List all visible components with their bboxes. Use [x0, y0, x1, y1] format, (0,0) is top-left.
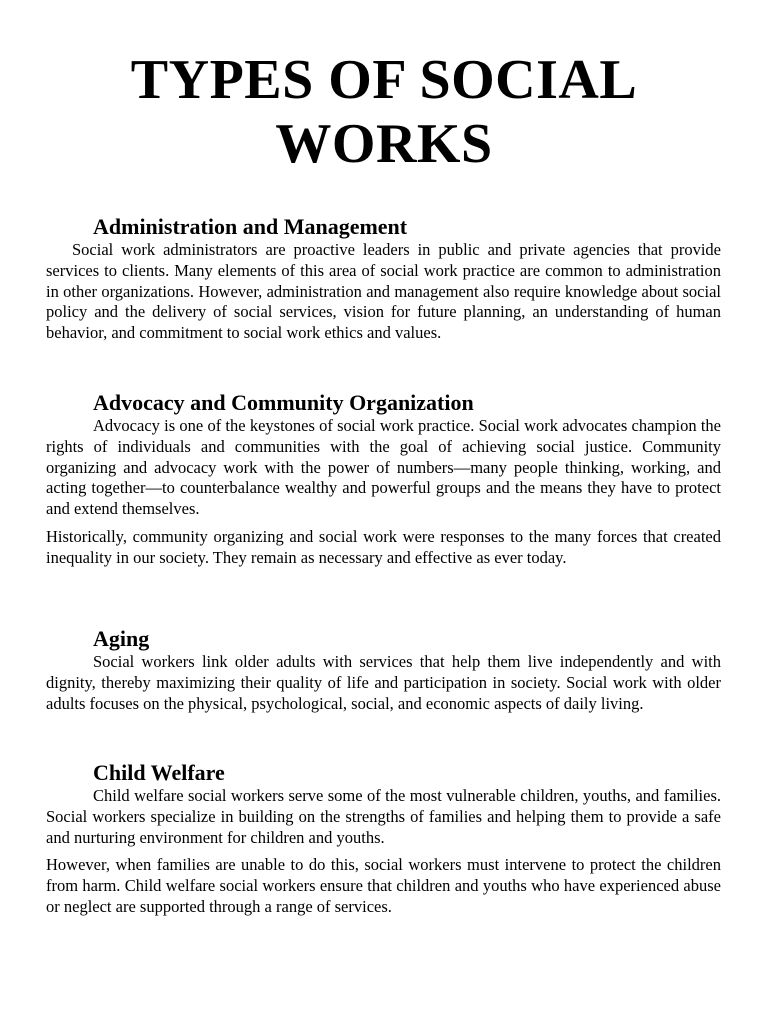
section-heading: Child Welfare — [93, 760, 225, 785]
section-paragraph: Advocacy is one of the keystones of social work practice. Social work advocates champion the rights of individuals and communities with the goal of achieving social justice. Community organizing and advocacy work with the power of numbers—many people thinking, working, and acting together—to counterbalance wealthy and powerful groups and the means they have to protect and extend themselves. — [46, 416, 721, 519]
section-advocacy-and-community-organization — [46, 390, 721, 569]
section-heading: Aging — [93, 626, 150, 651]
section-paragraph: However, when families are unable to do this, social workers must intervene to protect the children from harm. Child welfare social workers ensure that children and youths who have experienced abuse or neglect are supported through a range of services. — [46, 855, 721, 916]
section-aging — [46, 626, 721, 714]
section-paragraph: Child welfare social workers serve some of the most vulnerable children, youths, and families. Social workers specialize in building on the strengths of families and helping them to provide a safe and nurturing environment for children and youths. — [46, 786, 721, 847]
section-paragraph: Social workers link older adults with services that help them live independently and with dignity, thereby maximizing their quality of life and participation in society. Social work with older adults focuses on the physical, psychological, social, and economic aspects of daily living. — [46, 652, 721, 713]
section-paragraph: Social work administrators are proactive leaders in public and private agencies that provide services to clients. Many elements of this area of social work practice are common to administration in other organizations. However, administration and management also require knowledge about social policy and the delivery of social services, vision for future planning, an understanding of human behavior, and commitment to social work ethics and values. — [46, 240, 721, 343]
section-heading: Administration and Management — [93, 214, 408, 239]
section-administration-and-management — [46, 214, 721, 344]
document-title: TYPES OF SOCIAL WORKS — [130, 49, 638, 175]
section-heading: Advocacy and Community Organization — [93, 390, 474, 415]
section-paragraph: Historically, community organizing and social work were responses to the many forces that created inequality in our society. They remain as necessary and effective as ever today. — [46, 526, 721, 567]
section-child-welfare — [46, 760, 721, 918]
